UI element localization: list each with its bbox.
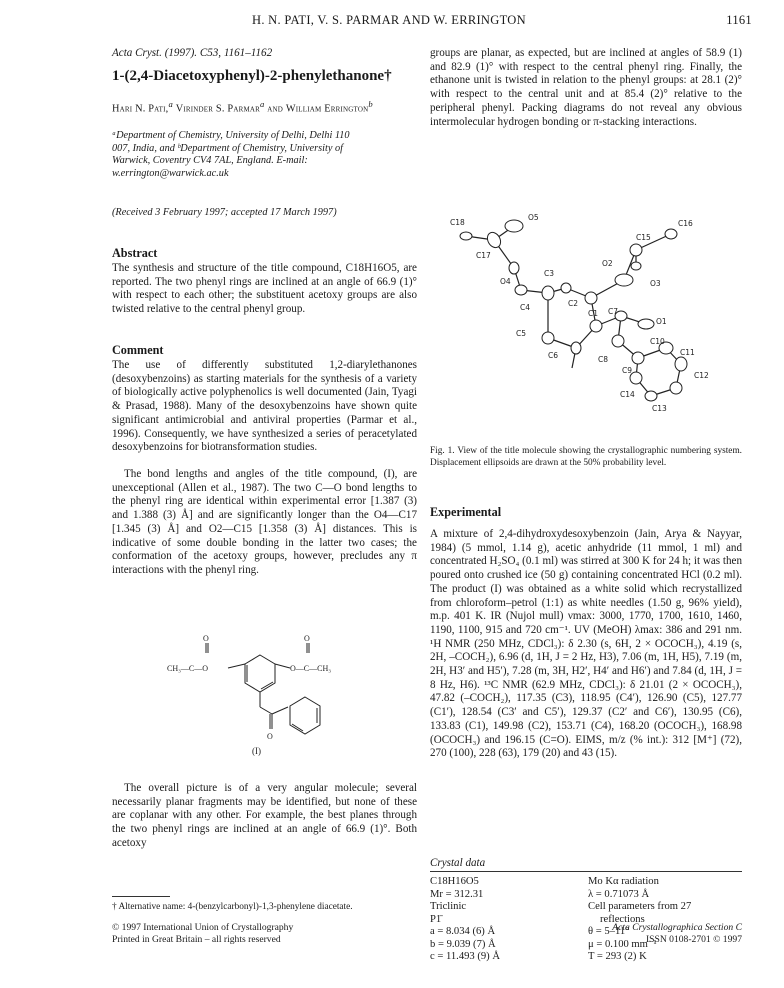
crystal-data-left (430, 876, 580, 964)
temperature: T = 293 (2) K (588, 951, 647, 962)
reflections: reflections (600, 913, 645, 925)
molar-mass: Mr = 312.31 (430, 888, 484, 900)
atom-label: C3 (544, 269, 555, 278)
atom-label: C7 (608, 307, 619, 316)
formula: C18H16O5 (430, 876, 479, 887)
atom-label: O4 (500, 277, 511, 286)
issn-line: ISSN 0108-2701 © 1997 (645, 934, 742, 945)
copyright-line: © 1997 International Union of Crystallography (112, 922, 294, 933)
scheme-label: (I) (252, 746, 261, 756)
footer-left (112, 922, 417, 946)
atom-label: C1 (588, 309, 599, 318)
article-title: 1-(2,4-Diacetoxyphenyl)-2-phenylethanone† (112, 68, 392, 84)
atom-label: C9 (622, 366, 633, 375)
atom-label: O1 (656, 317, 667, 326)
footer-right (480, 922, 742, 946)
page-number: 1161 (726, 13, 752, 27)
scheme-oxygen-1: O (203, 634, 209, 643)
author-3: William Errington (285, 103, 369, 115)
comment-paragraph-3: The overall picture is of a very angular molecule; several necessarily planar fragments may be identified, but none of these are coplanar with any other. For example, the best planes through the two phenyl rings are inclined at an angle of 66.9 (1)°. Both acetoxy (112, 782, 417, 849)
atom-label: O5 (528, 213, 539, 222)
theta-range: θ = 5–11° (588, 926, 630, 937)
abstract-text: The synthesis and structure of the title compound, C18H16O5, are reported. The two phenyl rings are inclined at an angle of 66.9 (1)° with respect to each other; the substituent acetoxy groups are also twisted relative to the central phenyl group. (112, 262, 417, 316)
atom-label: C5 (516, 329, 527, 338)
atom-label: C14 (620, 390, 635, 399)
figure-bonds (466, 226, 681, 396)
author-3-affil: b (368, 99, 373, 109)
absorption: μ = 0.100 mm⁻¹ (588, 938, 657, 950)
radiation: Mo Kα radiation (588, 876, 659, 887)
author-2: Virinder S. Parmar (175, 103, 260, 115)
crystal-data-rule (430, 871, 742, 872)
atom-label: C12 (694, 371, 709, 380)
experimental-text: A mixture of 2,4-dihydroxydesoxybenzoin (Jain, Arya & Nayyar, 1984) (5 mmol, 1.14 g), acetic anhydride (11 mmol, 1 ml) and concentrated H₂SO₄ (0.1 ml) was stirred at 300 K for 24 h; it was then poured onto crushed ice (50 g) containing concentrated HCl (0.2 ml). The product (I) was obtained as a white solid which recrystallized from chloroform–petrol (1:1) as white needles (1.50 g, 96% yield), m.p. 401 K. IR (Nujol mull) νmax: 3000, 1770, 1700, 1610, 1460, 1190, 1100, 915 and 720 cm⁻¹. UV (MeOH) λmax: 386 and 291 nm. ¹H NMR (250 MHz, CDCl₃): δ 2.30 (s, 6H, 2 × OCOCH₃), 4.19 (s, 2H, –COCH₂), 6.96 (d, 1H, J = 2 Hz, H3), 7.06 (m, 1H, H5), 7.19 (m, 2H, H3′ and H5′), 7.28 (m, 3H, H2′, H4′ and H6′) and 7.84 (d, 1H, J = 8 Hz, H6). ¹³C NMR (62.9 MHz, CDCl₃): δ 21.01 (2 × OCOCH₃), 47.82 (–COCH₂), 117.35 (C3), 118.95 (C4′), 126.90 (C5), 127.77 (C1′), 128.54 (C3′ and C5′), 129.37 (C2′ and C6′), 130.95 (C6), 133.83 (C1), 149.98 (C2), 153.71 (C4), 168.20 (OCOCH₃), 168.98 (OCOCH₃) and 196.15 (C=O). EIMS, m/z (% int.): 312 [M⁺] (72), 270 (100), 228 (63), 179 (20) and 43 (15). (430, 528, 742, 760)
crystal-data-right (588, 876, 742, 964)
figure-caption: Fig. 1. View of the title molecule showing the crystallographic numbering system. Displacement ellipsoids are drawn at the 50% probability level. (430, 446, 742, 468)
affiliation: ᵃDepartment of Chemistry, University of Delhi, Delhi 110 007, India, and ᵇDepartment of Chemistry, University of Warwick, Coventry CV4 7AL, England. E-mail: w.errington@warwick.ac.uk (112, 130, 350, 179)
comment-paragraph-2: The bond lengths and angles of the title compound, (I), are unexceptional (Allen et al., 1987). The two C—O bond lengths to the phenyl ring are identical within experimental error [1.387 (3) and 1.388 (3) Å] and are significantly longer than the O4—C17 [1.345 (3) Å] and O2—C15 [1.358 (3) Å] distances. This is indicative of some double bonding in the latter two cases; the conformation of the acetoxy groups, however, precludes any π interactions with the phenyl ring. (112, 468, 417, 576)
cell-a: a = 8.034 (6) Å (430, 926, 496, 937)
ortep-figure (436, 198, 736, 420)
chemical-scheme (140, 633, 390, 773)
author-1-affil: a (168, 99, 173, 109)
atom-label: C10 (650, 337, 665, 346)
wavelength: λ = 0.71073 Å (588, 888, 650, 900)
atom-label: C17 (476, 251, 491, 260)
scheme-bonds (206, 643, 320, 734)
footnote-rule (112, 896, 170, 897)
scheme-oxygen-3: O (267, 732, 273, 741)
scheme-oxygen-2: O (304, 634, 310, 643)
atom-label: C13 (652, 404, 667, 413)
atom-label: C15 (636, 233, 651, 242)
author-2-affil: a (260, 99, 265, 109)
atom-label: C11 (680, 348, 695, 357)
atom-label: C2 (568, 299, 579, 308)
header-authors: H. N. PATI, V. S. PARMAR AND W. ERRINGTON (252, 13, 526, 27)
crystal-system: Triclinic (430, 901, 467, 912)
atom-label: C16 (678, 219, 693, 228)
scheme-left-acetoxy: CH₃—C—O (167, 664, 209, 673)
atom-label: O2 (602, 259, 613, 268)
experimental-heading: Experimental (430, 505, 502, 519)
journal-name: Acta Crystallographica Section C (612, 922, 742, 933)
received-dates: (Received 3 February 1997; accepted 17 March 1997) (112, 207, 337, 218)
author-1: Hari N. Pati, (112, 103, 169, 115)
author-and: and (267, 103, 284, 115)
atom-label: O3 (650, 279, 661, 288)
comment-heading: Comment (112, 343, 164, 357)
cell-c: c = 11.493 (9) Å (430, 951, 501, 962)
citation: Acta Cryst. (1997). C53, 1161–1162 (112, 47, 273, 59)
footnote: † Alternative name: 4-(benzylcarbonyl)-1,3-phenylene diacetate. (112, 902, 353, 912)
printed-line: Printed in Great Britain – all rights reserved (112, 934, 281, 945)
comment-paragraph-1: The use of differently substituted 1,2-diarylethanones (desoxybenzoins) as starting materials for the synthesis of a variety of biologically active polyphenolics is well documented (Jain, Tyagi & Prasad, 1988). Many of the desoxybenzoins have shown quite significant antimicrobial and antiviral properties (Parmar et al., 1996). Consequently, we have synthesized a series of peracetylated desoxybenzoins for biotransformation studies. (112, 359, 417, 454)
atom-label: C4 (520, 303, 531, 312)
space-group: P1̄ (430, 913, 442, 925)
atom-label: C18 (450, 218, 465, 227)
scheme-right-acetoxy: O—C—CH₃ (290, 664, 332, 673)
atom-label: C8 (598, 355, 609, 364)
abstract-heading: Abstract (112, 246, 158, 260)
figure-ellipsoids (460, 220, 687, 401)
cell-b: b = 9.039 (7) Å (430, 938, 496, 950)
atom-label: C6 (548, 351, 559, 360)
crystal-data-heading: Crystal data (430, 857, 486, 869)
comment-continued: groups are planar, as expected, but are inclined at angles of 58.9 (1) and 82.9 (1)° with respect to the central phenyl ring. Finally, the ethanone unit is twisted in relation to the phenyl groups: at 28.1 (2)° with respect to the central unit and at 85.4 (2)° relative to the peripheral phenyl. Packing diagrams do not reveal any obvious intermolecular hydrogen bonding or π-stacking interactions. (430, 47, 742, 128)
cell-parameters: Cell parameters from 27 (588, 901, 692, 912)
author-line (112, 98, 417, 116)
